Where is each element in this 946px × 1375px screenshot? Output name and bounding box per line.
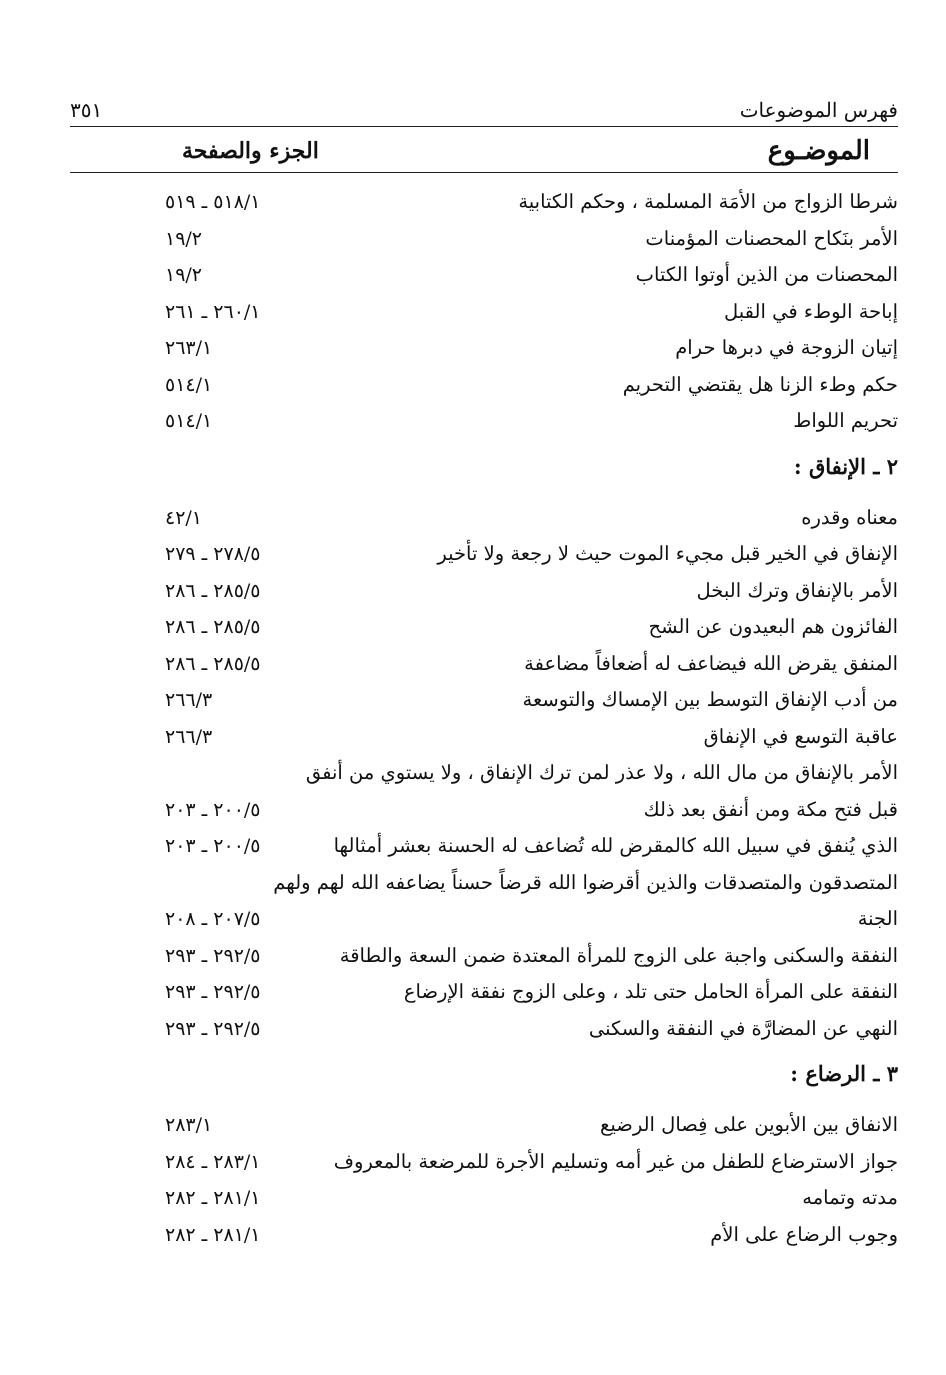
index-entry	[70, 794, 898, 831]
entry-topic: مدته وتمامه	[802, 1186, 898, 1209]
entry-topic: الأمر بنَكاح المحصنات المؤمنات	[645, 226, 898, 250]
entry-reference: ٢٧٨/٥ ـ ٢٧٩	[165, 543, 261, 565]
entry-topic: تحريم اللواط	[793, 409, 898, 432]
index-entry	[70, 296, 898, 333]
index-entry	[70, 186, 898, 223]
entry-topic: حكم وطء الزنا هل يقتضي التحريم	[622, 372, 898, 396]
running-title: فهرس الموضوعات	[739, 98, 898, 122]
entry-reference: ٢٨٥/٥ ـ ٢٨٦	[165, 652, 261, 675]
section-title: ٣ ـ الرضاع :	[790, 1061, 898, 1086]
entry-topic: الجنة	[857, 907, 898, 930]
section-heading	[70, 448, 898, 492]
index-entry	[70, 502, 898, 539]
index-entry	[70, 223, 898, 260]
topic-column-heading: الموضـوع	[767, 136, 870, 166]
entry-reference: ٥١٤/١	[165, 410, 213, 432]
entry-reference: ١٩/٢	[165, 227, 203, 250]
index-entry	[70, 903, 898, 940]
entry-topic: وجوب الرضاع على الأم	[710, 1222, 898, 1246]
entry-reference: ٢٩٢/٥ ـ ٢٩٣	[165, 1017, 261, 1040]
entry-topic: قبل فتح مكة ومن أنفق بعد ذلك	[643, 797, 898, 821]
entry-reference: ٢٦٦/٣	[165, 689, 213, 711]
index-entry	[70, 940, 898, 977]
entry-topic: النفقة على المرأة الحامل حتى تلد ، وعلى الزوج نفقة الإرضاع	[403, 980, 898, 1003]
index-entry	[70, 867, 898, 904]
index-entry	[70, 721, 898, 758]
entry-topic: الذي يُنفق في سبيل الله كالمقرض لله تُضاعف له الحسنة بعشر أمثالها	[333, 834, 898, 857]
entry-reference: ٢٨٣/١	[165, 1114, 213, 1136]
entry-topic: عاقبة التوسع في الإنفاق	[703, 724, 898, 748]
entry-topic: النهي عن المضارَّة في النفقة والسكنى	[588, 1016, 898, 1040]
entry-reference: ١٩/٢	[165, 264, 203, 286]
entry-reference: ٢٨١/١ ـ ٢٨٢	[165, 1223, 261, 1246]
entry-topic: من أدب الإنفاق التوسط بين الإمساك والتوسعة	[522, 688, 898, 711]
index-entry	[70, 538, 898, 575]
index-entry	[70, 976, 898, 1013]
entry-topic: المحصنات من الذين أوتوا الكتاب	[635, 263, 898, 286]
index-entry	[70, 332, 898, 369]
index-entry	[70, 648, 898, 685]
entry-reference: ٢٦٣/١	[165, 337, 213, 359]
index-entry	[70, 1013, 898, 1050]
entry-topic: جواز الاسترضاع للطفل من غير أمه وتسليم الأجرة للمرضعة بالمعروف	[333, 1149, 898, 1173]
index-entries	[70, 186, 898, 1255]
entry-reference: ٥١٤/١	[165, 373, 213, 396]
reference-column-heading: الجزء والصفحة	[182, 138, 319, 164]
page-number: ٣٥١	[70, 98, 103, 122]
entry-reference: ٤٢/١	[165, 506, 203, 529]
entry-reference: ٢٨٣/١ ـ ٢٨٤	[165, 1150, 261, 1173]
entry-reference: ٢٨٥/٥ ـ ٢٨٦	[165, 579, 261, 602]
entry-topic: المنفق يقرض الله فيضاعف له أضعافاً مضاعفة	[524, 651, 898, 675]
entry-reference: ٢٠٠/٥ ـ ٢٠٣	[165, 798, 261, 821]
index-entry	[70, 369, 898, 406]
running-header	[70, 92, 898, 127]
index-entry	[70, 575, 898, 612]
entry-topic: إتيان الزوجة في دبرها حرام	[675, 336, 898, 359]
entry-topic: الأمر بالإنفاق وترك البخل	[696, 578, 898, 602]
index-entry	[70, 611, 898, 648]
entry-reference: ٢٨١/١ ـ ٢٨٢	[165, 1187, 261, 1209]
entry-reference: ٢٨٥/٥ ـ ٢٨٦	[165, 616, 261, 638]
index-entry	[70, 830, 898, 867]
entry-topic: الأمر بالإنفاق من مال الله ، ولا عذر لمن ترك الإنفاق ، ولا يستوي من أنفق	[305, 761, 898, 784]
index-entry	[70, 1109, 898, 1146]
entry-reference: ٢٦٦/٣	[165, 725, 213, 748]
entry-topic: النفقة والسكنى واجبة على الزوج للمرأة المعتدة ضمن السعة والطاقة	[339, 943, 898, 967]
section-title: ٢ ـ الإنفاق :	[793, 453, 898, 479]
entry-reference: ٥١٨/١ ـ ٥١٩	[165, 191, 261, 213]
entry-topic: معناه وقدره	[801, 505, 898, 529]
entry-reference: ٢٩٢/٥ ـ ٢٩٣	[165, 944, 261, 967]
index-entry	[70, 757, 898, 794]
index-entry	[70, 259, 898, 296]
entry-topic: الإنفاق في الخير قبل مجيء الموت حيث لا رجعة ولا تأخير	[437, 542, 898, 565]
entry-reference: ٢٠٠/٥ ـ ٢٠٣	[165, 835, 261, 857]
index-entry	[70, 684, 898, 721]
column-header	[70, 132, 898, 173]
entry-topic: الانفاق بين الأبوين على فِصال الرضيع	[600, 1113, 898, 1136]
index-entry	[70, 405, 898, 442]
entry-topic: المتصدقون والمتصدقات والذين أقرضوا الله قرضاً حسناً يضاعفه الله لهم ولهم	[273, 870, 898, 894]
entry-reference: ٢٩٢/٥ ـ ٢٩٣	[165, 981, 261, 1003]
section-heading	[70, 1055, 898, 1099]
index-entry	[70, 1182, 898, 1219]
entry-topic: الفائزون هم البعيدون عن الشح	[648, 615, 898, 638]
index-entry	[70, 1219, 898, 1256]
entry-reference: ٢٦٠/١ ـ ٢٦١	[165, 300, 261, 323]
index-entry	[70, 1146, 898, 1183]
entry-topic: إباحة الوطء في القبل	[724, 299, 898, 323]
entry-reference: ٢٠٧/٥ ـ ٢٠٨	[165, 908, 261, 930]
entry-topic: شرطا الزواج من الأمَة المسلمة ، وحكم الكتابية	[518, 190, 898, 213]
